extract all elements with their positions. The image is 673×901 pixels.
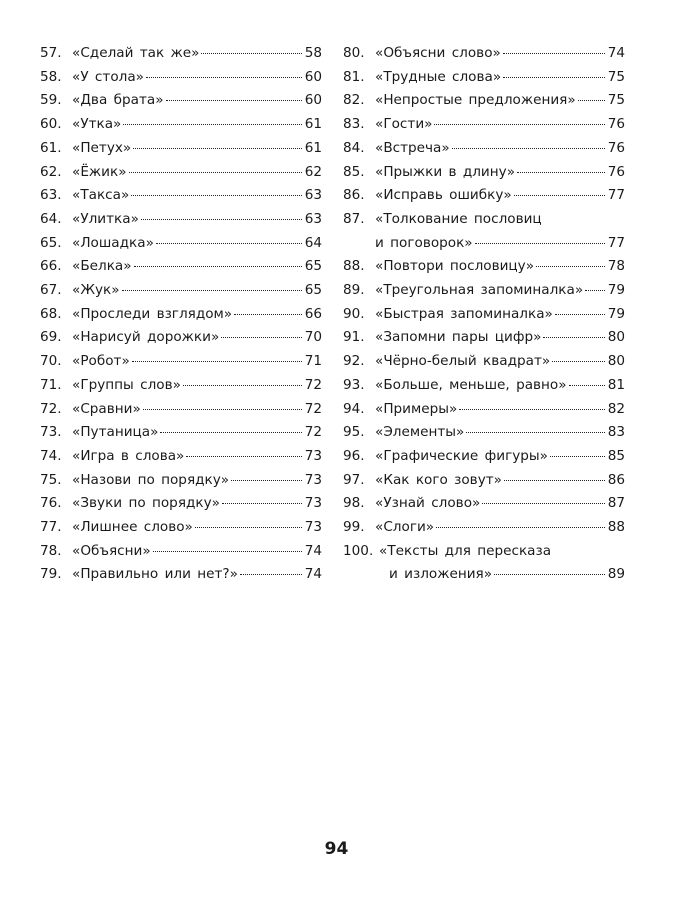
toc-entry xyxy=(40,66,322,90)
entry-page: 65 xyxy=(304,258,322,275)
toc-entry xyxy=(40,350,322,374)
entry-title: «Правильно или нет?» xyxy=(72,566,238,583)
dot-leader xyxy=(222,503,302,504)
entry-title-continuation: и поговорок» xyxy=(375,234,473,251)
entry-title: «Быстрая запоминалка» xyxy=(375,305,553,322)
dot-leader xyxy=(578,100,605,101)
dot-leader xyxy=(475,243,605,244)
entry-title: «Лошадка» xyxy=(72,234,154,251)
entry-number: 84. xyxy=(343,139,365,156)
toc-entry xyxy=(343,445,625,469)
entry-page: 63 xyxy=(304,210,322,227)
entry-title: «Проследи взглядом» xyxy=(72,305,233,322)
toc-entry xyxy=(40,137,322,161)
entry-title: «Робот» xyxy=(72,353,130,370)
entry-page: 74 xyxy=(607,45,625,61)
dot-leader xyxy=(494,574,605,575)
entry-page: 86 xyxy=(607,471,625,488)
entry-page: 72 xyxy=(304,400,322,417)
entry-title: «Белка» xyxy=(72,258,132,275)
toc-entry xyxy=(343,184,625,208)
entry-page: 60 xyxy=(304,68,322,85)
entry-page: 72 xyxy=(304,424,322,441)
toc-entry xyxy=(343,137,625,161)
toc-entry xyxy=(343,66,625,90)
toc-entry xyxy=(40,42,322,66)
entry-page: 88 xyxy=(607,519,625,536)
dot-leader xyxy=(195,527,302,528)
dot-leader xyxy=(221,337,301,338)
entry-number: 79. xyxy=(40,566,62,583)
entry-title: «Треугольная запоминалка» xyxy=(375,282,584,299)
dot-leader xyxy=(183,385,302,386)
entry-title: «Сравни» xyxy=(72,400,141,417)
entry-title: «Назови по порядку» xyxy=(72,471,230,488)
entry-title: «Жук» xyxy=(72,282,120,299)
entry-number: 71. xyxy=(40,376,62,393)
entry-number: 58. xyxy=(40,68,62,85)
entry-page: 77 xyxy=(607,187,625,204)
entry-title: «Элементы» xyxy=(375,424,465,441)
entry-page: 76 xyxy=(607,116,625,133)
entry-page: 74 xyxy=(304,566,322,583)
entry-number: 73. xyxy=(40,424,62,441)
toc-entry xyxy=(343,161,625,185)
entry-title: «Слоги» xyxy=(375,519,435,536)
entry-number: 74. xyxy=(40,447,62,464)
entry-page: 64 xyxy=(304,234,322,251)
toc-entry xyxy=(343,516,625,540)
dot-leader xyxy=(504,480,605,481)
entry-title: «Чёрно-белый квадрат» xyxy=(375,353,551,370)
entry-number: 70. xyxy=(40,353,62,370)
toc-entry xyxy=(40,563,322,587)
toc-entry xyxy=(343,113,625,137)
dot-leader xyxy=(132,361,302,362)
entry-page: 61 xyxy=(304,139,322,156)
toc-entry xyxy=(343,89,625,113)
dot-leader xyxy=(436,527,605,528)
toc-left-column xyxy=(40,42,322,587)
entry-title: «Исправь ошибку» xyxy=(375,187,512,204)
entry-title-continuation: и изложения» xyxy=(389,566,493,583)
dot-leader xyxy=(514,195,605,196)
entry-page: 79 xyxy=(607,282,625,299)
entry-number: 86. xyxy=(343,187,365,204)
entry-title: «Нарисуй дорожки» xyxy=(72,329,220,346)
dot-leader xyxy=(160,432,301,433)
toc-entry xyxy=(343,374,625,398)
entry-title: «Объясни слово» xyxy=(375,45,501,61)
entry-number: 85. xyxy=(343,163,365,180)
dot-leader xyxy=(585,290,605,291)
entry-number: 76. xyxy=(40,495,62,512)
toc-entry xyxy=(40,279,322,303)
toc-entry xyxy=(40,374,322,398)
entry-number: 68. xyxy=(40,305,62,322)
dot-leader xyxy=(459,409,604,410)
toc-entry xyxy=(343,326,625,350)
entry-title: «Графические фигуры» xyxy=(375,447,548,464)
entry-page: 63 xyxy=(304,187,322,204)
entry-title: «Запомни пары цифр» xyxy=(375,329,542,346)
dot-leader xyxy=(466,432,604,433)
dot-leader xyxy=(134,266,302,267)
toc-entry xyxy=(40,516,322,540)
toc-entry xyxy=(343,279,625,303)
toc-entry xyxy=(40,232,322,256)
entry-page: 87 xyxy=(607,495,625,512)
dot-leader xyxy=(156,243,302,244)
entry-number: 69. xyxy=(40,329,62,346)
entry-title: «Как кого зовут» xyxy=(375,471,502,488)
dot-leader xyxy=(166,100,302,101)
toc-entry xyxy=(343,421,625,445)
toc-entry xyxy=(343,350,625,374)
entry-number: 92. xyxy=(343,353,365,370)
entry-page: 66 xyxy=(304,305,322,322)
entry-page: 58 xyxy=(304,45,322,61)
entry-page: 78 xyxy=(607,258,625,275)
dot-leader xyxy=(482,503,604,504)
entry-page: 61 xyxy=(304,116,322,133)
toc-entry xyxy=(40,421,322,445)
entry-title: «Объясни» xyxy=(72,542,151,559)
entry-number: 88. xyxy=(343,258,365,275)
dot-leader xyxy=(555,314,605,315)
entry-title: «Ёжик» xyxy=(72,163,127,180)
entry-page: 79 xyxy=(607,305,625,322)
entry-number: 94. xyxy=(343,400,365,417)
entry-number: 95. xyxy=(343,424,365,441)
entry-number: 91. xyxy=(343,329,365,346)
entry-page: 81 xyxy=(607,376,625,393)
toc-entry xyxy=(40,469,322,493)
dot-leader xyxy=(503,53,605,54)
entry-page: 73 xyxy=(304,519,322,536)
dot-leader xyxy=(240,574,302,575)
toc-entry xyxy=(40,255,322,279)
toc-entry xyxy=(40,208,322,232)
entry-title: «Улитка» xyxy=(72,210,139,227)
entry-number: 78. xyxy=(40,542,62,559)
dot-leader xyxy=(133,148,301,149)
dot-leader xyxy=(536,266,605,267)
entry-title: «Группы слов» xyxy=(72,376,181,393)
entry-page: 82 xyxy=(607,400,625,417)
entry-page: 72 xyxy=(304,376,322,393)
entry-title: «Тексты для пересказа xyxy=(379,542,552,559)
entry-number: 77. xyxy=(40,519,62,536)
dot-leader xyxy=(569,385,605,386)
entry-page: 80 xyxy=(607,353,625,370)
entry-number: 93. xyxy=(343,376,365,393)
toc-right-column xyxy=(343,42,625,587)
entry-page: 60 xyxy=(304,92,322,109)
entry-title: «Толкование пословиц xyxy=(375,210,542,227)
entry-page: 76 xyxy=(607,139,625,156)
entry-page: 70 xyxy=(304,329,322,346)
entry-title: «Путаница» xyxy=(72,424,159,441)
entry-number: 98. xyxy=(343,495,365,512)
entry-page: 83 xyxy=(607,424,625,441)
dot-leader xyxy=(122,290,302,291)
entry-number: 65. xyxy=(40,234,62,251)
entry-page: 73 xyxy=(304,495,322,512)
dot-leader xyxy=(552,361,604,362)
toc-entry xyxy=(40,303,322,327)
entry-number: 63. xyxy=(40,187,62,204)
dot-leader xyxy=(153,551,302,552)
entry-number: 81. xyxy=(343,68,365,85)
dot-leader xyxy=(123,124,301,125)
entry-number: 57. xyxy=(40,45,62,61)
entry-number: 60. xyxy=(40,116,62,133)
entry-page: 75 xyxy=(607,92,625,109)
entry-number: 80. xyxy=(343,45,365,61)
toc-entry xyxy=(343,492,625,516)
entry-page: 74 xyxy=(304,542,322,559)
entry-page: 80 xyxy=(607,329,625,346)
entry-title: «Такса» xyxy=(72,187,130,204)
entry-title: «Повтори пословицу» xyxy=(375,258,535,275)
entry-page: 85 xyxy=(607,447,625,464)
dot-leader xyxy=(201,53,301,54)
entry-page: 89 xyxy=(607,566,625,583)
entry-title: «У стола» xyxy=(72,68,144,85)
toc-entry-line xyxy=(343,540,625,564)
entry-number: 72. xyxy=(40,400,62,417)
entry-number: 62. xyxy=(40,163,62,180)
entry-title: «Утка» xyxy=(72,116,122,133)
entry-title: «Сделай так же» xyxy=(72,45,200,61)
entry-title: «Прыжки в длину» xyxy=(375,163,516,180)
entry-page: 71 xyxy=(304,353,322,370)
toc-entry-continuation xyxy=(343,563,625,587)
dot-leader xyxy=(143,409,302,410)
toc-entry xyxy=(40,326,322,350)
toc-entry xyxy=(40,113,322,137)
toc-entry xyxy=(40,89,322,113)
dot-leader xyxy=(231,480,302,481)
entry-number: 99. xyxy=(343,519,365,536)
dot-leader xyxy=(129,172,302,173)
toc-entry xyxy=(343,42,625,66)
entry-title: «Игра в слова» xyxy=(72,447,185,464)
dot-leader xyxy=(517,172,605,173)
entry-page: 65 xyxy=(304,282,322,299)
entry-number: 87. xyxy=(343,210,365,227)
entry-title: «Лишнее слово» xyxy=(72,519,193,536)
toc-entry xyxy=(40,540,322,564)
entry-title: «Примеры» xyxy=(375,400,458,417)
dot-leader xyxy=(503,77,605,78)
toc-entry xyxy=(343,469,625,493)
entry-number: 96. xyxy=(343,447,365,464)
dot-leader xyxy=(550,456,605,457)
entry-page: 75 xyxy=(607,68,625,85)
entry-number: 75. xyxy=(40,471,62,488)
dot-leader xyxy=(186,456,301,457)
toc-entry xyxy=(40,161,322,185)
dot-leader xyxy=(141,219,302,220)
entry-page: 76 xyxy=(607,163,625,180)
dot-leader xyxy=(131,195,301,196)
entry-number: 59. xyxy=(40,92,62,109)
toc-entry xyxy=(40,492,322,516)
entry-number: 66. xyxy=(40,258,62,275)
entry-page: 77 xyxy=(607,234,625,251)
entry-page: 62 xyxy=(304,163,322,180)
toc-entry xyxy=(40,184,322,208)
entry-title: «Два брата» xyxy=(72,92,164,109)
entry-number: 97. xyxy=(343,471,365,488)
toc-entry-line xyxy=(343,208,625,232)
entry-title: «Звуки по порядку» xyxy=(72,495,220,512)
entry-title: «Петух» xyxy=(72,139,132,156)
page-number: 94 xyxy=(324,839,349,859)
entry-title: «Гости» xyxy=(375,116,433,133)
dot-leader xyxy=(543,337,604,338)
entry-number: 100. xyxy=(343,542,374,559)
toc-entry xyxy=(343,303,625,327)
toc-entry xyxy=(343,398,625,422)
entry-title: «Непростые предложения» xyxy=(375,92,576,109)
entry-number: 67. xyxy=(40,282,62,299)
entry-number: 89. xyxy=(343,282,365,299)
entry-title: «Узнай слово» xyxy=(375,495,481,512)
dot-leader xyxy=(146,77,302,78)
entry-page: 73 xyxy=(304,447,322,464)
dot-leader xyxy=(234,314,302,315)
entry-title: «Больше, меньше, равно» xyxy=(375,376,567,393)
dot-leader xyxy=(434,124,604,125)
toc-entry xyxy=(343,255,625,279)
entry-number: 61. xyxy=(40,139,62,156)
toc-entry xyxy=(40,445,322,469)
entry-number: 64. xyxy=(40,210,62,227)
toc-entry xyxy=(40,398,322,422)
dot-leader xyxy=(452,148,605,149)
entry-page: 73 xyxy=(304,471,322,488)
entry-number: 83. xyxy=(343,116,365,133)
entry-title: «Трудные слова» xyxy=(375,68,502,85)
entry-title: «Встреча» xyxy=(375,139,450,156)
entry-number: 90. xyxy=(343,305,365,322)
entry-number: 82. xyxy=(343,92,365,109)
toc-entry-continuation xyxy=(343,232,625,256)
